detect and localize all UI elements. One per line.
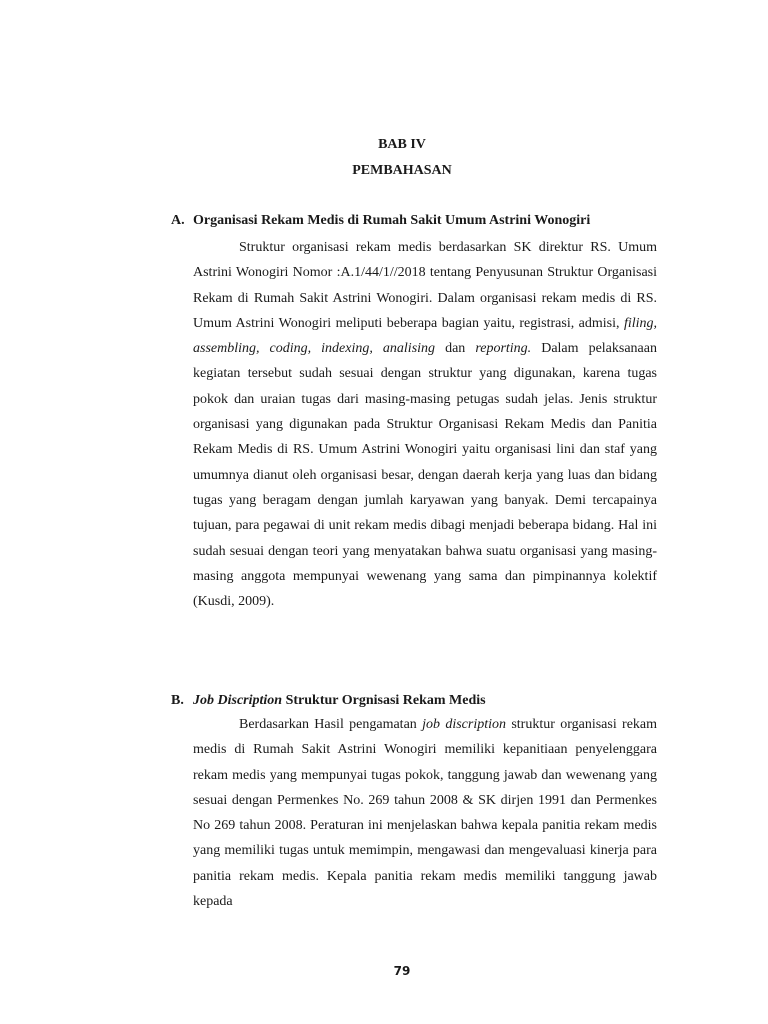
section-b-title [193,693,486,709]
section-a-text-1: Struktur organisasi rekam medis berdasarkan SK direktur RS. Umum Astrini Wonogiri Nomor :A.1/44/1//2018 tentang Penyusunan Struktur Organisasi Rekam di Rumah Sakit Astrini Wonogiri. Dalam organisasi rekam medis di RS. Umum Astrini Wonogiri meliputi beberapa bagian yaitu, registrasi, admisi, [193,240,657,331]
section-b-title-italic: Job Discription [193,693,283,708]
chapter-title: PEMBAHASAN [352,163,452,178]
section-b-paragraph [193,712,657,914]
section-b-italic: job discription [422,717,507,732]
section-b-text-2: struktur organisasi rekam medis di Rumah Sakit Astrini Wonogiri memiliki kepanitiaan penyelenggara rekam medis yang mempunyai tugas pokok, tanggung jawab dan wewenang yang sesuai dengan Permenkes No. 269 tahun 2008 & SK dirjen 1991 dan Permenkes No 269 tahun 2008. Peraturan ini menjelaskan bahwa kepala panitia rekam medis yang memiliki tugas untuk memimpin, mengawasi dan mengevaluasi kinerja para panitia rekam medis. Kepala panitia rekam medis memiliki tanggung jawab kepada [193,717,658,910]
section-a-text-2: Dalam pelaksanaan kegiatan tersebut sudah sesuai dengan struktur yang digunakan, karena tugas pokok dan uraian tugas dari masing-masing petugas sudah jelas. Jenis struktur organisasi yang digunakan pada Struktur Organisasi Rekam Medis dan Panitia Rekam Medis di RS. Umum Astrini Wonogiri yaitu organisasi lini dan staf yang umumnya dianut oleh organisasi besar, dengan daerah kerja yang luas dan bidang tugas yang beragam dengan jumlah karyawan yang banyak. Demi tercapainya tujuan, para pegawai di unit rekam medis dibagi menjadi beberapa bidang. Hal ini sudah sesuai dengan teori yang menyatakan bahwa suatu organisasi yang masing-masing anggota mempunyai wewenang yang sama dan pimpinannya kolektif (Kusdi, 2009). [193,341,657,610]
section-a-italic-terms: filing, assembling, coding, indexing, analising [193,315,657,357]
section-a-title: Organisasi Rekam Medis di Rumah Sakit Umum Astrini Wonogiri [193,213,591,228]
section-a-paragraph [193,235,657,614]
section-a-and: dan [435,341,476,357]
section-b-text-1: Berdasarkan Hasil pengamatan [239,717,423,732]
section-a-letter: A. [171,213,185,228]
section-b-letter: B. [171,693,184,708]
chapter-number: BAB IV [378,137,426,152]
section-a-italic-reporting: reporting. [475,341,532,357]
page-number: 79 [393,964,411,978]
section-b-title-rest: Struktur Orgnisasi Rekam Medis [282,693,486,708]
